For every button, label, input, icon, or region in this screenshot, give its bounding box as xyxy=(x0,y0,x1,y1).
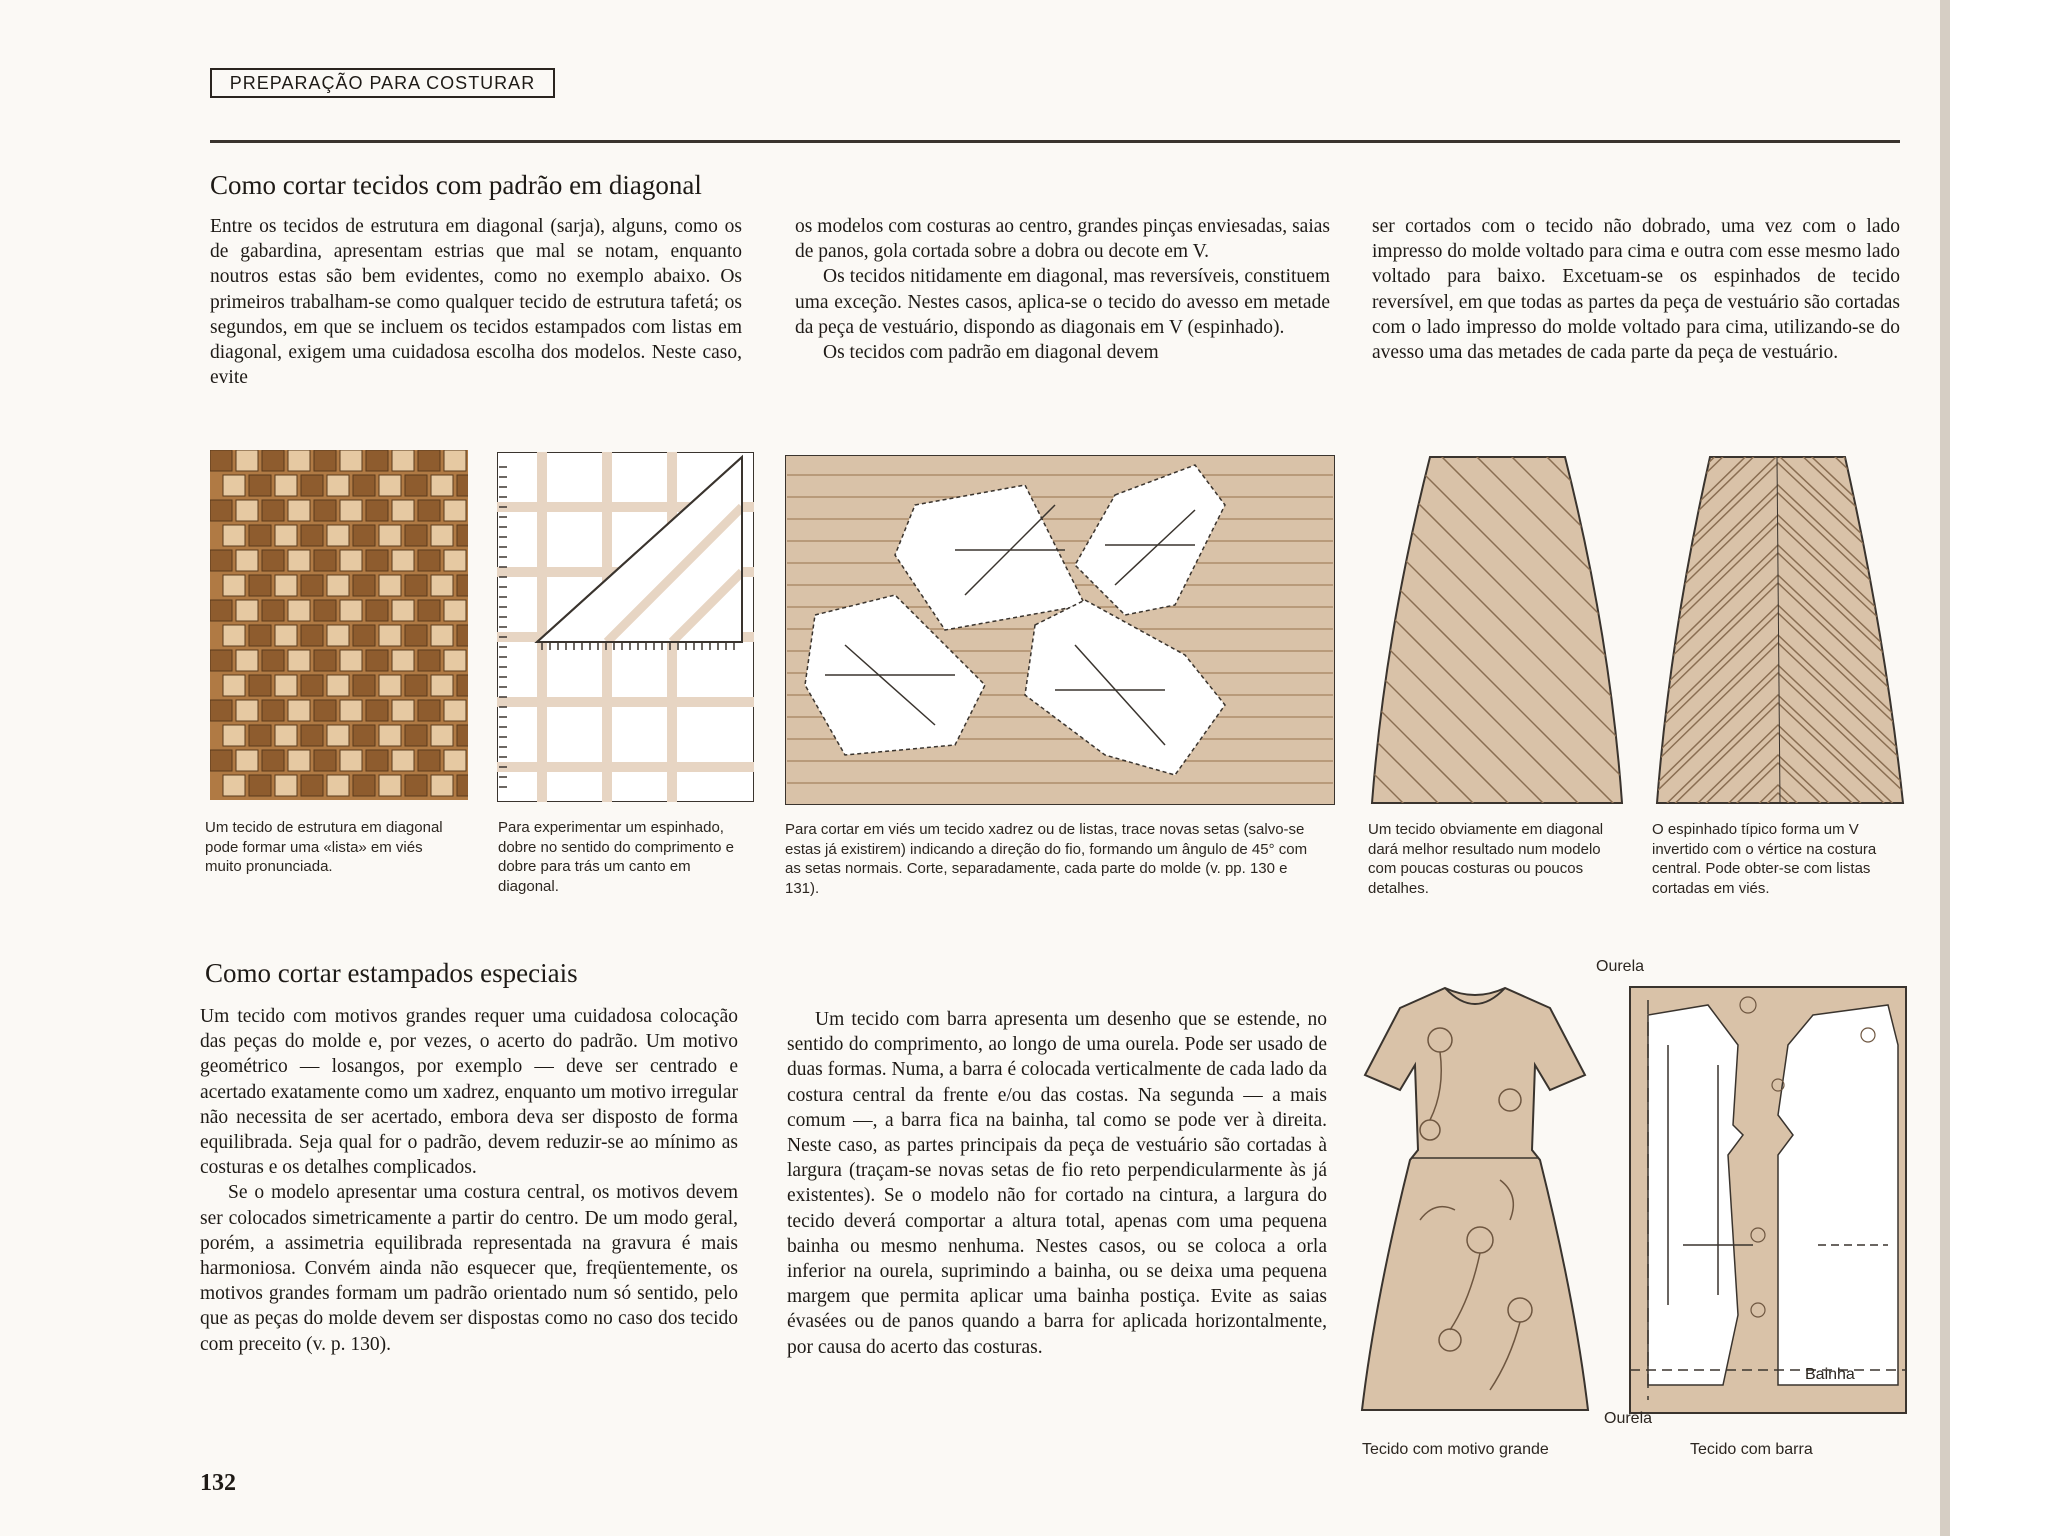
label-ourela-bottom: Ourela xyxy=(1604,1410,1653,1427)
section2-column-1 xyxy=(200,1004,738,1357)
caption-herringbone: O espinhado típico forma um V invertido com o vértice na costura central. Pode obter-se com listas cortadas em viés. xyxy=(1652,821,1877,897)
dress-large-motif-figure xyxy=(1360,980,1590,1420)
section1-col2-p1: os modelos com costuras ao centro, grandes pinças enviesadas, saias de panos, gola cortada sobre a dobra ou decote em V. xyxy=(795,216,1330,263)
diagonal-skirt-figure xyxy=(1370,455,1625,805)
caption-dress: Tecido com motivo grande xyxy=(1362,1441,1549,1458)
caption-bias-cut: Para cortar em viés um tecido xadrez ou de listas, trace novas setas (salvo-se estas já existirem) indicando a direção do fio, formando um ângulo de 45° com as setas normais. Corte, separadamente, cada parte do molde (v. pp. 130 e 131). xyxy=(785,821,1308,897)
folded-fabric-figure xyxy=(497,452,754,802)
section2-col1-p2: Se o modelo apresentar uma costura central, os motivos devem ser colocados simetricamente a partir do centro. De um modo geral, porém, a assimetria equilibrada representada na gravura é mais harmoniosa. Convém ainda não esquecer que, freqüentemente, os motivos grandes formam um padrão orientado num só sentido, pelo que as peças do molde devem ser dispostas como no caso dos tecido com preceito (v. p. 130). xyxy=(200,1182,738,1355)
section1-col2-p2: Os tecidos nitidamente em diagonal, mas reversíveis, constituem uma exceção. Nestes casos, aplica-se o tecido do avesso em metade da peça de vestuário, dispondo as diagonais em V (espinhado). xyxy=(795,266,1330,338)
section1-title: Como cortar tecidos com padrão em diagonal xyxy=(210,170,702,200)
caption-folded: Para experimentar um espinhado, dobre no sentido do comprimento e dobre para trás um canto em diagonal. xyxy=(498,819,734,895)
section1-col2-p3: Os tecidos com padrão em diagonal devem xyxy=(823,342,1159,364)
label-ourela-top: Ourela xyxy=(1596,958,1645,975)
caption-twill: Um tecido de estrutura em diagonal pode formar uma «lista» em viés muito pronunciada. xyxy=(205,819,443,875)
section2-column-2 xyxy=(787,1007,1327,1360)
page-number: 132 xyxy=(200,1470,236,1496)
section-tag: PREPARAÇÃO PARA COSTURAR xyxy=(210,68,555,98)
section2-title: Como cortar estampados especiais xyxy=(205,958,578,988)
section1-column-3 xyxy=(1372,214,1900,365)
caption-border-fabric: Tecido com barra xyxy=(1690,1441,1813,1458)
section2-col1-p1: Um tecido com motivos grandes requer uma cuidadosa colocação das peças do molde e, por vezes, o acerto do padrão. Um motivo geométrico — losangos, por exemplo — deve ser centrado e acertado exatamente como um xadrez, enquanto um motivo irregular não necessita de ser acertado, embora deva ser disposto de forma equilibrada. Seja qual for o padrão, devem reduzir-se ao mínimo as costuras e os detalhes complicados. xyxy=(200,1006,738,1179)
section1-col1-text: Entre os tecidos de estrutura em diagonal (sarja), alguns, como os de gabardina, apresentam estrias que mal se notam, enquanto noutros estas são bem evidentes, como no exemplo abaixo. Os primeiros trabalham-se como qualquer tecido de estrutura tafetá; os segundos, em que se incluem os tecidos estampados com listas em diagonal, exigem uma cuidadosa escolha dos modelos. Neste caso, evite xyxy=(210,216,742,389)
page-margin xyxy=(1950,0,2048,1536)
section2-col2-text: Um tecido com barra apresenta um desenho que se estende, no sentido do comprimento, ao longo de uma ourela. Pode ser usado de duas formas. Numa, a barra é colocada verticalmente de cada lado da costura central da frente e/ou das costas. Na segunda — a mais comum —, a barra fica na bainha, tal como se pode ver à direita. Neste caso, as partes principais da peça de vestuário são cortadas à largura (traçam-se novas setas de fio reto perpendicularmente às já existentes). Se o modelo não for cortado na cintura, a largura do tecido deverá comportar a altura total, apenas com uma pequena bainha ou mesmo nenhuma. Nestes casos, ou se coloca a orla inferior na ourela, suprimindo a bainha, ou se deixa uma pequena margem que permita aplicar uma bainha postiça. Evite as saias évasées ou de panos quando a barra for aplicada horizontalmente, por causa do acerto das costuras. xyxy=(787,1009,1327,1358)
header-rule xyxy=(210,140,1900,143)
label-bainha: Bainha xyxy=(1805,1366,1855,1383)
section1-column-2 xyxy=(795,214,1330,365)
page-gutter-shadow xyxy=(1940,0,1950,1536)
border-fabric-figure xyxy=(1628,985,1908,1415)
twill-weave-figure xyxy=(210,450,468,800)
caption-diagonal-skirt: Um tecido obviamente em diagonal dará melhor resultado num modelo com poucas costuras ou poucos detalhes. xyxy=(1368,821,1604,897)
section1-col3-text: ser cortados com o tecido não dobrado, uma vez com o lado impresso do molde voltado para cima e outra com esse mesmo lado voltado para baixo. Excetuam-se os espinhados de tecido reversível, em que todas as partes da peça de vestuário são cortadas com o lado impresso do molde voltado para cima, utilizando-se do avesso uma das metades de cada parte da peça de vestuário. xyxy=(1372,216,1900,364)
section1-column-1 xyxy=(210,214,742,390)
herringbone-skirt-figure xyxy=(1655,455,1905,805)
bias-cut-layout-figure xyxy=(785,455,1335,805)
